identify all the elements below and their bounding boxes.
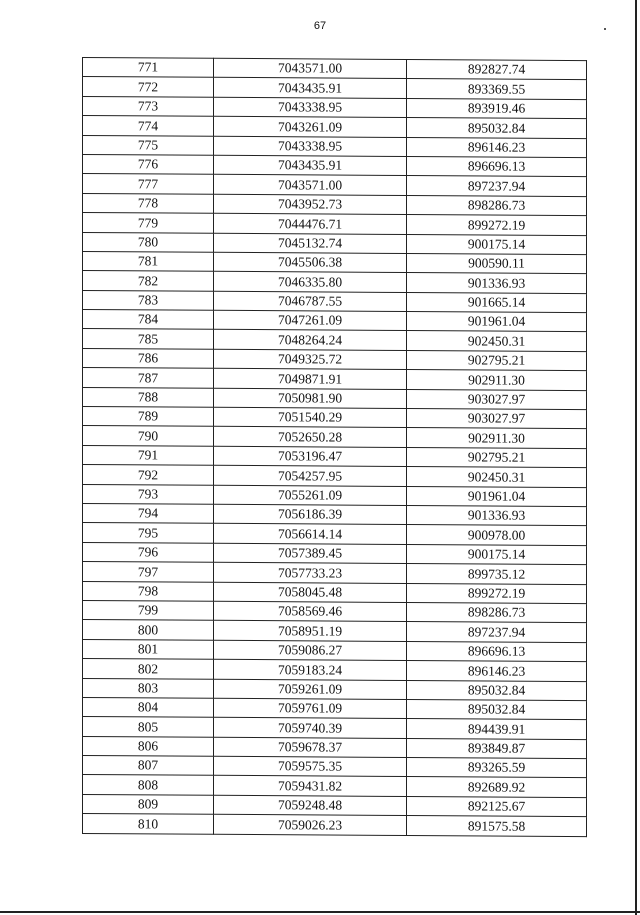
point-number-cell: 779 <box>83 213 214 233</box>
y-coordinate-cell: 897237.94 <box>407 622 587 642</box>
x-coordinate-cell: 7049871.91 <box>214 369 407 390</box>
point-number-cell: 778 <box>83 193 214 213</box>
x-coordinate-cell: 7053196.47 <box>214 446 407 467</box>
table-row <box>83 174 587 196</box>
x-coordinate-cell: 7059575.35 <box>214 756 407 777</box>
y-coordinate-cell: 901665.14 <box>407 292 587 312</box>
x-coordinate-cell: 7047261.09 <box>214 310 407 331</box>
point-number-cell: 795 <box>83 523 214 543</box>
point-number-cell: 787 <box>83 368 214 388</box>
x-coordinate-cell: 7043435.91 <box>214 78 407 99</box>
y-coordinate-cell: 899272.19 <box>407 215 587 235</box>
y-coordinate-cell: 901961.04 <box>407 312 587 332</box>
y-coordinate-cell: 901336.93 <box>407 273 587 293</box>
table-row <box>83 523 587 545</box>
point-number-cell: 783 <box>83 290 214 310</box>
point-number-cell: 802 <box>83 659 214 679</box>
table-row <box>83 445 587 467</box>
point-number-cell: 785 <box>83 329 214 349</box>
point-number-cell: 803 <box>83 678 214 698</box>
point-number-cell: 799 <box>83 600 214 620</box>
x-coordinate-cell: 7058045.48 <box>214 582 407 603</box>
x-coordinate-cell: 7058569.46 <box>214 601 407 622</box>
table-row <box>83 620 587 642</box>
point-number-cell: 808 <box>83 775 214 795</box>
x-coordinate-cell: 7043571.00 <box>214 58 407 79</box>
point-number-cell: 810 <box>83 814 214 834</box>
table-row <box>83 717 587 739</box>
x-coordinate-cell: 7059183.24 <box>214 659 407 680</box>
y-coordinate-cell: 893369.55 <box>407 79 587 99</box>
point-number-cell: 789 <box>83 407 214 427</box>
point-number-cell: 786 <box>83 348 214 368</box>
point-number-cell: 794 <box>83 503 214 523</box>
point-number-cell: 781 <box>83 251 214 271</box>
x-coordinate-cell: 7054257.95 <box>214 466 407 487</box>
y-coordinate-cell: 894439.91 <box>407 719 587 739</box>
y-coordinate-cell: 900175.14 <box>407 544 587 564</box>
point-number-cell: 777 <box>83 174 214 194</box>
x-coordinate-cell: 7059678.37 <box>214 737 407 758</box>
point-number-cell: 788 <box>83 387 214 407</box>
point-number-cell: 792 <box>83 465 214 485</box>
table-row <box>83 310 587 332</box>
x-coordinate-cell: 7059086.27 <box>214 640 407 661</box>
point-number-cell: 773 <box>83 96 214 116</box>
point-number-cell: 798 <box>83 581 214 601</box>
table-row <box>83 794 587 816</box>
scan-edge-bottom <box>0 911 640 913</box>
y-coordinate-cell: 898286.73 <box>407 602 587 622</box>
y-coordinate-cell: 896696.13 <box>407 641 587 661</box>
y-coordinate-cell: 896146.23 <box>407 137 587 157</box>
x-coordinate-cell: 7044476.71 <box>214 213 407 234</box>
point-number-cell: 790 <box>83 426 214 446</box>
y-coordinate-cell: 898286.73 <box>407 195 587 215</box>
x-coordinate-cell: 7059740.39 <box>214 718 407 739</box>
x-coordinate-cell: 7046335.80 <box>214 272 407 293</box>
y-coordinate-cell: 895032.84 <box>407 680 587 700</box>
x-coordinate-cell: 7049325.72 <box>214 349 407 370</box>
point-number-cell: 791 <box>83 445 214 465</box>
x-coordinate-cell: 7043338.95 <box>214 97 407 118</box>
table-row <box>83 232 587 254</box>
x-coordinate-cell: 7052650.28 <box>214 427 407 448</box>
x-coordinate-cell: 7045132.74 <box>214 233 407 254</box>
table-row <box>83 251 587 273</box>
x-coordinate-cell: 7055261.09 <box>214 485 407 506</box>
point-number-cell: 793 <box>83 484 214 504</box>
table-row <box>83 678 587 700</box>
x-coordinate-cell: 7051540.29 <box>214 407 407 428</box>
y-coordinate-cell: 903027.97 <box>407 409 587 429</box>
point-number-cell: 796 <box>83 542 214 562</box>
x-coordinate-cell: 7045506.38 <box>214 252 407 273</box>
y-coordinate-cell: 902911.30 <box>407 428 587 448</box>
table-row <box>83 77 587 99</box>
y-coordinate-cell: 896146.23 <box>407 661 587 681</box>
y-coordinate-cell: 892689.92 <box>407 777 587 797</box>
table-row <box>83 562 587 584</box>
table-row <box>83 639 587 661</box>
table-row <box>83 581 587 603</box>
x-coordinate-cell: 7059026.23 <box>214 815 407 836</box>
table-row <box>83 58 587 80</box>
table-row <box>83 116 587 138</box>
table-row <box>83 271 587 293</box>
point-number-cell: 807 <box>83 756 214 776</box>
point-number-cell: 771 <box>83 58 214 78</box>
table-row <box>83 368 587 390</box>
point-number-cell: 809 <box>83 794 214 814</box>
table-row <box>83 213 587 235</box>
x-coordinate-cell: 7046787.55 <box>214 291 407 312</box>
table-row <box>83 96 587 118</box>
x-coordinate-cell: 7059431.82 <box>214 776 407 797</box>
y-coordinate-cell: 893849.87 <box>407 738 587 758</box>
y-coordinate-cell: 900175.14 <box>407 234 587 254</box>
x-coordinate-cell: 7043952.73 <box>214 194 407 215</box>
table-row <box>83 465 587 487</box>
table-row <box>83 387 587 409</box>
y-coordinate-cell: 895032.84 <box>407 699 587 719</box>
table-row <box>83 426 587 448</box>
y-coordinate-cell: 902450.31 <box>407 331 587 351</box>
table-row <box>83 290 587 312</box>
table-row <box>83 407 587 429</box>
table-row <box>83 484 587 506</box>
y-coordinate-cell: 893919.46 <box>407 98 587 118</box>
table-row <box>83 659 587 681</box>
y-coordinate-cell: 896696.13 <box>407 156 587 176</box>
y-coordinate-cell: 902795.21 <box>407 447 587 467</box>
table-row <box>83 756 587 778</box>
y-coordinate-cell: 900590.11 <box>407 253 587 273</box>
page-number: 67 <box>313 20 327 32</box>
coordinate-table <box>82 57 587 837</box>
point-number-cell: 806 <box>83 736 214 756</box>
point-number-cell: 797 <box>83 562 214 582</box>
x-coordinate-cell: 7058951.19 <box>214 621 407 642</box>
table-row <box>83 736 587 758</box>
x-coordinate-cell: 7059248.48 <box>214 795 407 816</box>
coordinate-table-body <box>83 58 587 837</box>
table-row <box>83 775 587 797</box>
x-coordinate-cell: 7048264.24 <box>214 330 407 351</box>
y-coordinate-cell: 891575.58 <box>407 816 587 836</box>
y-coordinate-cell: 892125.67 <box>407 796 587 816</box>
point-number-cell: 804 <box>83 697 214 717</box>
table-row <box>83 193 587 215</box>
table-row <box>83 697 587 719</box>
x-coordinate-cell: 7056614.14 <box>214 524 407 545</box>
x-coordinate-cell: 7043571.00 <box>214 175 407 196</box>
point-number-cell: 784 <box>83 310 214 330</box>
y-coordinate-cell: 902795.21 <box>407 350 587 370</box>
x-coordinate-cell: 7057389.45 <box>214 543 407 564</box>
y-coordinate-cell: 899272.19 <box>407 583 587 603</box>
table-row <box>83 542 587 564</box>
point-number-cell: 780 <box>83 232 214 252</box>
scan-speck <box>604 28 606 30</box>
point-number-cell: 776 <box>83 154 214 174</box>
y-coordinate-cell: 903027.97 <box>407 389 587 409</box>
y-coordinate-cell: 899735.12 <box>407 564 587 584</box>
x-coordinate-cell: 7043435.91 <box>214 155 407 176</box>
y-coordinate-cell: 901336.93 <box>407 505 587 525</box>
point-number-cell: 782 <box>83 271 214 291</box>
table-row <box>83 503 587 525</box>
point-number-cell: 775 <box>83 135 214 155</box>
x-coordinate-cell: 7043338.95 <box>214 136 407 157</box>
x-coordinate-cell: 7043261.09 <box>214 116 407 137</box>
y-coordinate-cell: 892827.74 <box>407 59 587 79</box>
point-number-cell: 805 <box>83 717 214 737</box>
point-number-cell: 801 <box>83 639 214 659</box>
point-number-cell: 774 <box>83 116 214 136</box>
y-coordinate-cell: 902911.30 <box>407 370 587 390</box>
x-coordinate-cell: 7059761.09 <box>214 698 407 719</box>
scan-edge-right <box>635 0 637 915</box>
table-row <box>83 814 587 836</box>
y-coordinate-cell: 895032.84 <box>407 118 587 138</box>
point-number-cell: 800 <box>83 620 214 640</box>
y-coordinate-cell: 901961.04 <box>407 486 587 506</box>
table-row <box>83 154 587 176</box>
x-coordinate-cell: 7057733.23 <box>214 562 407 583</box>
y-coordinate-cell: 897237.94 <box>407 176 587 196</box>
y-coordinate-cell: 900978.00 <box>407 525 587 545</box>
y-coordinate-cell: 902450.31 <box>407 467 587 487</box>
x-coordinate-cell: 7050981.90 <box>214 388 407 409</box>
table-row <box>83 329 587 351</box>
point-number-cell: 772 <box>83 77 214 97</box>
x-coordinate-cell: 7059261.09 <box>214 679 407 700</box>
table-row <box>83 600 587 622</box>
table-row <box>83 135 587 157</box>
y-coordinate-cell: 893265.59 <box>407 758 587 778</box>
x-coordinate-cell: 7056186.39 <box>214 504 407 525</box>
table-row <box>83 348 587 370</box>
